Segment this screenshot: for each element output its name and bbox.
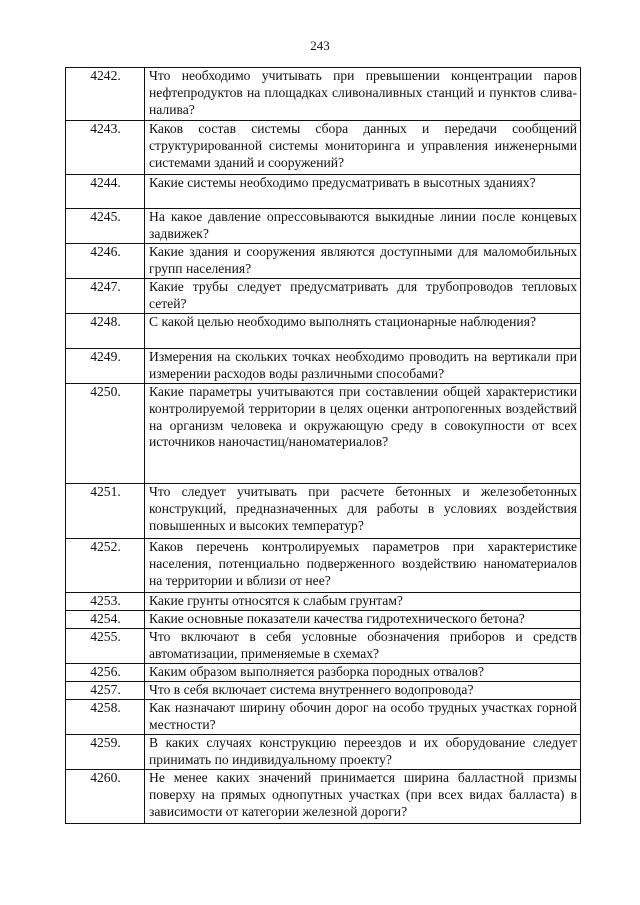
question-number: 4245. (66, 209, 145, 244)
question-text: Что в себя включает система внутреннего водопровода? (145, 682, 581, 700)
question-number: 4257. (66, 682, 145, 700)
question-text: На какое давление опрессовываются выкидные линии после концевых задвижек? (145, 209, 581, 244)
question-text: С какой целью необходимо выполнять стационарные наблюдения? (145, 314, 581, 349)
question-number: 4246. (66, 244, 145, 279)
table-row (66, 664, 581, 682)
question-number: 4253. (66, 593, 145, 611)
table-row (66, 68, 581, 121)
table-row (66, 279, 581, 314)
table-row (66, 700, 581, 735)
question-number: 4247. (66, 279, 145, 314)
question-text: Каков перечень контролируемых параметров при характеристике населения, потенциально подверженного воздействию наноматериалов на территории и вблизи от нее? (145, 539, 581, 593)
question-text: Какие грунты относятся к слабым грунтам? (145, 593, 581, 611)
question-number: 4256. (66, 664, 145, 682)
table-row (66, 314, 581, 349)
question-number: 4244. (66, 175, 145, 209)
question-text: Каков состав системы сбора данных и передачи сообщений структурированной системы мониторинга и управления инженерными системами зданий и сооружений? (145, 121, 581, 175)
table-row (66, 209, 581, 244)
question-text: Что следует учитывать при расчете бетонных и железобетонных конструкций, предназначенных для работы в условиях воздействия повышенных и высоких температур? (145, 484, 581, 539)
table-row (66, 349, 581, 384)
question-text: Что включают в себя условные обозначения приборов и средств автоматизации, применяемые в схемах? (145, 629, 581, 664)
page-number: 243 (310, 38, 330, 53)
question-text: Что необходимо учитывать при превышении концентрации паров нефтепродуктов на площадках сливоналивных станций и пунктов слива-налива? (145, 68, 581, 121)
table-row (66, 770, 581, 824)
table-row (66, 611, 581, 629)
question-number: 4258. (66, 700, 145, 735)
question-number: 4248. (66, 314, 145, 349)
question-text: Какие здания и сооружения являются доступными для маломобильных групп населения? (145, 244, 581, 279)
questions-table (65, 67, 581, 824)
question-number: 4243. (66, 121, 145, 175)
table-row (66, 484, 581, 539)
table-row (66, 593, 581, 611)
question-text: Измерения на скольких точках необходимо проводить на вертикали при измерении расходов воды различными способами? (145, 349, 581, 384)
question-number: 4252. (66, 539, 145, 593)
table-row (66, 244, 581, 279)
question-text: Как назначают ширину обочин дорог на особо трудных участках горной местности? (145, 700, 581, 735)
table-row (66, 175, 581, 209)
question-text: Какие параметры учитываются при составлении общей характеристики контролируемой территории в целях оценки антропогенных воздействий на организм человека и окружающую среду в совокупности от всех источников наночастиц/наноматериалов? (145, 384, 581, 484)
question-text: Какие основные показатели качества гидротехнического бетона? (145, 611, 581, 629)
table-row (66, 384, 581, 484)
question-number: 4255. (66, 629, 145, 664)
question-number: 4249. (66, 349, 145, 384)
table-row (66, 682, 581, 700)
question-number: 4260. (66, 770, 145, 824)
question-text: Каким образом выполняется разборка породных отвалов? (145, 664, 581, 682)
question-text: Не менее каких значений принимается ширина балластной призмы поверху на прямых однопутных участках (при всех видах балласта) в зависимости от категории железной дороги? (145, 770, 581, 824)
question-text: Какие трубы следует предусматривать для трубопроводов тепловых сетей? (145, 279, 581, 314)
table-row (66, 121, 581, 175)
question-number: 4259. (66, 735, 145, 770)
question-text: В каких случаях конструкцию переездов и их оборудование следует принимать по индивидуальному проекту? (145, 735, 581, 770)
question-number: 4250. (66, 384, 145, 484)
table-row (66, 629, 581, 664)
question-number: 4251. (66, 484, 145, 539)
question-number: 4242. (66, 68, 145, 121)
table-row (66, 539, 581, 593)
table-row (66, 735, 581, 770)
question-text: Какие системы необходимо предусматривать в высотных зданиях? (145, 175, 581, 209)
question-number: 4254. (66, 611, 145, 629)
